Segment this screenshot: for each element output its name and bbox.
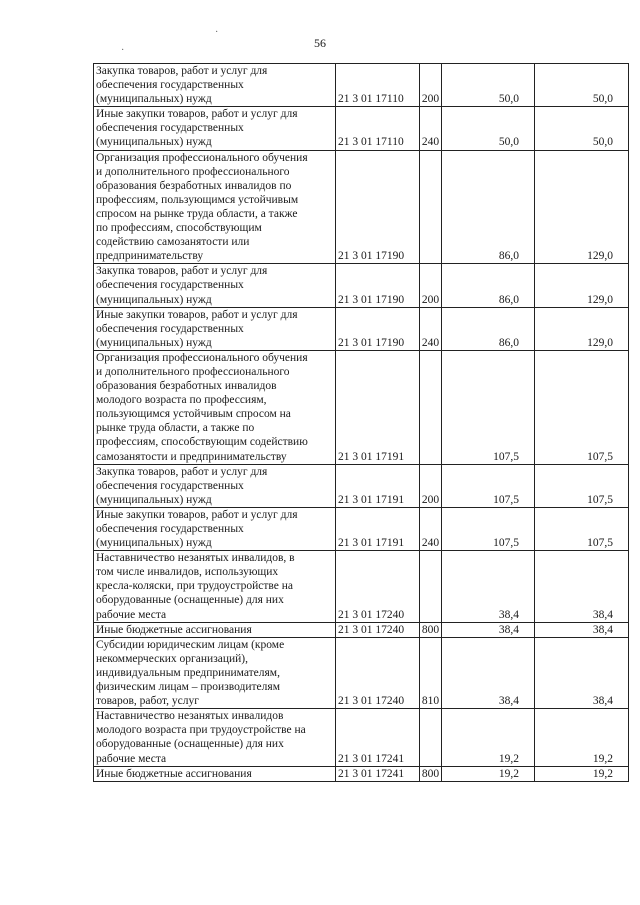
amount-1-cell: 50,0 — [442, 107, 535, 150]
table-row — [94, 107, 629, 150]
target-code-cell: 21 3 01 17240 — [336, 622, 420, 637]
expense-name-line: обеспечения государственных — [96, 322, 244, 335]
table-row — [94, 709, 629, 766]
expense-type-cell: 240 — [420, 307, 442, 350]
table-row — [94, 307, 629, 350]
amount-2-cell: 38,4 — [535, 637, 629, 708]
expense-name-line: образования безработных инвалидов по — [96, 179, 292, 192]
expense-name-line: Иные закупки товаров, работ и услуг для — [96, 508, 298, 521]
expense-name-cell — [94, 264, 336, 307]
table-row — [94, 637, 629, 708]
amount-1-cell: 86,0 — [442, 150, 535, 264]
target-code-cell: 21 3 01 17110 — [336, 107, 420, 150]
amount-1-cell: 50,0 — [442, 64, 535, 107]
amount-1-cell: 86,0 — [442, 264, 535, 307]
expense-type-cell: 800 — [420, 766, 442, 781]
expense-name-line: физическим лицам – производителям — [96, 681, 280, 694]
expense-name-line: Организация профессионального обучения — [96, 351, 308, 364]
expense-name-line: обеспечения государственных — [96, 523, 244, 535]
table-row — [94, 507, 629, 550]
amount-1-cell: 38,4 — [442, 622, 535, 637]
expense-name-line: обеспечения государственных — [96, 479, 244, 492]
expense-name-line: (муниципальных) нужд — [96, 336, 212, 349]
table-row — [94, 350, 629, 464]
expense-name-cell — [94, 551, 336, 622]
expense-name-cell — [94, 64, 336, 107]
table-row — [94, 464, 629, 507]
amount-2-cell: 129,0 — [535, 150, 629, 264]
table-row — [94, 622, 629, 637]
expense-name-line: спросом на рынке труда области, а также — [96, 207, 298, 220]
amount-1-cell: 107,5 — [442, 507, 535, 550]
expense-name-line: и дополнительного профессионального — [96, 165, 290, 178]
expense-name-line: профессиям, пользующимся устойчивым — [96, 193, 299, 206]
scan-speck: · — [121, 45, 125, 56]
expense-name-cell — [94, 637, 336, 708]
expense-name-line: (муниципальных) нужд — [96, 93, 212, 106]
expense-name-cell — [94, 307, 336, 350]
target-code-cell: 21 3 01 17240 — [336, 637, 420, 708]
expense-type-cell — [420, 551, 442, 622]
target-code-cell: 21 3 01 17191 — [336, 464, 420, 507]
expense-name-line: обеспечения государственных — [96, 279, 244, 292]
expense-name-cell — [94, 350, 336, 464]
table-row — [94, 551, 629, 622]
expense-name-line: предпринимательству — [96, 250, 204, 263]
expense-name-line: рабочие места — [96, 608, 167, 621]
expense-name-line: и дополнительного профессионального — [96, 365, 290, 378]
expense-name-line: Иные закупки товаров, работ и услуг для — [96, 308, 298, 321]
expense-type-cell: 800 — [420, 622, 442, 637]
amount-2-cell: 107,5 — [535, 507, 629, 550]
target-code-cell: 21 3 01 17241 — [336, 709, 420, 766]
expense-name-line: некоммерческих организаций), — [96, 652, 249, 665]
expense-name-cell — [94, 464, 336, 507]
expense-name-line: кресла-коляски, при трудоустройстве на — [96, 580, 294, 593]
target-code-cell: 21 3 01 17191 — [336, 350, 420, 464]
amount-1-cell: 38,4 — [442, 637, 535, 708]
amount-2-cell: 19,2 — [535, 766, 629, 781]
expense-name-cell — [94, 709, 336, 766]
expense-name-line: профессиям, способствующим содействию — [96, 436, 308, 449]
amount-1-cell: 38,4 — [442, 551, 535, 622]
table-row — [94, 64, 629, 107]
page-number: 56 — [314, 36, 326, 50]
expense-name-line: Наставничество незанятых инвалидов, в — [96, 552, 295, 565]
amount-1-cell: 19,2 — [442, 766, 535, 781]
target-code-cell: 21 3 01 17241 — [336, 766, 420, 781]
expense-type-cell — [420, 150, 442, 264]
expense-name-line: индивидуальным предпринимателям, — [96, 666, 280, 679]
amount-2-cell: 19,2 — [535, 709, 629, 766]
expense-type-cell: 240 — [420, 107, 442, 150]
amount-1-cell: 107,5 — [442, 464, 535, 507]
expense-type-cell — [420, 709, 442, 766]
expense-name-line: Иные бюджетные ассигнования — [96, 767, 252, 780]
expense-name-line: оборудованные (оснащенные) для них — [96, 738, 284, 751]
expense-type-cell: 200 — [420, 64, 442, 107]
expense-name-line: рабочие места — [96, 752, 167, 765]
amount-2-cell: 107,5 — [535, 464, 629, 507]
amount-1-cell: 19,2 — [442, 709, 535, 766]
table-row — [94, 766, 629, 781]
amount-2-cell: 50,0 — [535, 107, 629, 150]
expense-type-cell: 240 — [420, 507, 442, 550]
expense-name-line: (муниципальных) нужд — [96, 493, 212, 506]
expense-name-line: молодого возраста при трудоустройстве на — [96, 724, 306, 737]
expense-name-line: Иные закупки товаров, работ и услуг для — [96, 108, 298, 121]
expense-name-line: Иные бюджетные ассигнования — [96, 623, 252, 636]
expense-name-line: Субсидии юридическим лицам (кроме — [96, 638, 285, 651]
amount-2-cell: 50,0 — [535, 64, 629, 107]
expense-name-line: Закупка товаров, работ и услуг для — [96, 465, 268, 478]
amount-2-cell: 38,4 — [535, 622, 629, 637]
expense-name-line: Наставничество незанятых инвалидов — [96, 710, 284, 723]
expense-name-line: пользующимся устойчивым спросом на — [96, 408, 291, 421]
expense-name-line: по профессиям, способствующим — [96, 222, 262, 235]
expense-name-cell — [94, 622, 336, 637]
table-row — [94, 264, 629, 307]
expense-name-line: молодого возраста по профессиям, — [96, 394, 267, 407]
expense-name-line: обеспечения государственных — [96, 79, 244, 92]
expense-name-line: самозанятости и предпринимательству — [96, 450, 287, 463]
expense-name-line: Организация профессионального обучения — [96, 151, 308, 164]
target-code-cell: 21 3 01 17190 — [336, 150, 420, 264]
table-row — [94, 150, 629, 264]
budget-table — [93, 63, 629, 782]
amount-2-cell: 129,0 — [535, 307, 629, 350]
expense-name-line: товаров, работ, услуг — [96, 695, 199, 708]
expense-name-line: содействию самозанятости или — [96, 236, 250, 249]
expense-name-line: Закупка товаров, работ и услуг для — [96, 65, 268, 77]
amount-2-cell: 107,5 — [535, 350, 629, 464]
amount-1-cell: 107,5 — [442, 350, 535, 464]
expense-name-cell — [94, 766, 336, 781]
expense-name-line: (муниципальных) нужд — [96, 136, 212, 149]
expense-name-line: Закупка товаров, работ и услуг для — [96, 265, 268, 278]
target-code-cell: 21 3 01 17240 — [336, 551, 420, 622]
expense-name-line: том числе инвалидов, использующих — [96, 566, 279, 579]
amount-2-cell: 38,4 — [535, 551, 629, 622]
expense-name-cell — [94, 150, 336, 264]
expense-type-cell — [420, 350, 442, 464]
expense-name-line: (муниципальных) нужд — [96, 293, 212, 306]
expense-name-line: (муниципальных) нужд — [96, 537, 212, 550]
expense-name-cell — [94, 107, 336, 150]
amount-2-cell: 129,0 — [535, 264, 629, 307]
expense-name-line: обеспечения государственных — [96, 122, 244, 135]
target-code-cell: 21 3 01 17110 — [336, 64, 420, 107]
expense-name-line: рынке труда области, а также по — [96, 422, 255, 435]
expense-type-cell: 200 — [420, 264, 442, 307]
expense-name-cell — [94, 507, 336, 550]
expense-name-line: оборудованные (оснащенные) для них — [96, 594, 284, 607]
scan-speck: · — [215, 27, 219, 38]
target-code-cell: 21 3 01 17190 — [336, 264, 420, 307]
expense-name-line: образования безработных инвалидов — [96, 380, 277, 393]
amount-1-cell: 86,0 — [442, 307, 535, 350]
target-code-cell: 21 3 01 17191 — [336, 507, 420, 550]
target-code-cell: 21 3 01 17190 — [336, 307, 420, 350]
expense-type-cell: 810 — [420, 637, 442, 708]
expense-type-cell: 200 — [420, 464, 442, 507]
